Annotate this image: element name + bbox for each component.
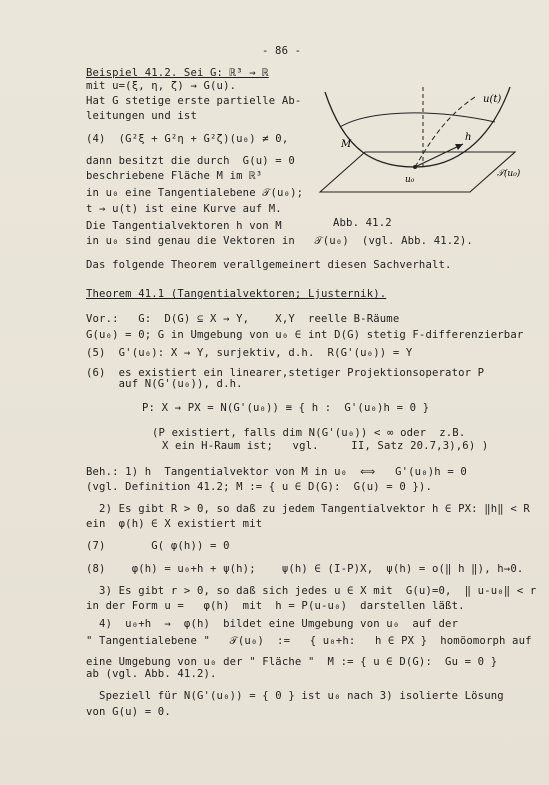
surface-rim [340, 113, 495, 127]
text-line: (5) G'(u₀): X → Y, surjektiv, d.h. R(G'(u₀)) = Y [86, 347, 413, 359]
text-line: mit u=(ξ, η, ζ) → G(u). [86, 80, 237, 92]
page-number: - 86 - [262, 45, 302, 57]
text-line: ab (vgl. Abb. 41.2). [86, 668, 217, 680]
text-line: beschriebene Fläche M im ℝ³ [86, 170, 263, 182]
label-plane: 𝒯(u₀) [497, 169, 521, 179]
text-line: (P existiert, falls dim N(G'(u₀)) < ∞ oder z.B. [152, 427, 466, 439]
equation-8: (8) φ(h) = u₀+h + ψ(h); ψ(h) ∈ (I-P)X, ψ(h) = o(‖ h ‖), h→0. [86, 563, 524, 575]
text-line: " Tangentialebene " 𝒯(u₀) := { u₀+h: h ∈ PX } homöomorph auf [86, 635, 532, 647]
point-u0 [413, 165, 417, 169]
theorem-heading: Theorem 41.1 (Tangentialvektoren; Ljusternik). [86, 288, 387, 300]
text-line: eine Umgebung von u₀ der " Fläche " M := { u ∈ D(G): Gu = 0 } [86, 656, 498, 668]
label-h: h [465, 132, 472, 143]
text-line: t → u(t) ist eine Kurve auf M. [86, 203, 282, 215]
text-line: 3) Es gibt r > 0, so daß sich jedes u ∈ X mit G(u)=0, ‖ u-u₀‖ < r [86, 585, 537, 597]
equation-4: (4) (G²ξ + G²η + G²ζ)(u₀) ≠ 0, [86, 133, 289, 145]
text-line: G(u₀) = 0; G in Umgebung von u₀ ∈ int D(G) stetig F-differenzierbar [86, 329, 524, 341]
example-heading: Beispiel 41.2. Sei G: ℝ³ → ℝ [86, 67, 269, 79]
text-line: in der Form u = φ(h) mit h = P(u-u₀) darstellen läßt. [86, 600, 465, 612]
text-line: 4) u₀+h → φ(h) bildet eine Umgebung von u₀ auf der [86, 618, 459, 630]
text-line: ein φ(h) ∈ X existiert mit [86, 518, 263, 530]
text-line: Beh.: 1) h Tangentialvektor von M in u₀ ⟺ G'(u₀)h = 0 [86, 466, 467, 478]
equation-7: (7) G( φ(h)) = 0 [86, 540, 230, 552]
equation-projection: P: X → PX = N(G'(u₀)) ≡ { h : G'(u₀)h = 0 } [142, 402, 430, 414]
text-line: 2) Es gibt R > 0, so daß zu jedem Tangentialvektor h ∈ PX: ‖h‖ < R [86, 503, 530, 515]
text-line: Die Tangentialvektoren h von M [86, 220, 282, 232]
text-line: Hat G stetige erste partielle Ab- [86, 95, 302, 107]
text-line: Vor.: G: D(G) ⊆ X → Y, X,Y reelle B-Räume [86, 313, 400, 325]
text-line: dann besitzt die durch G(u) = 0 [86, 155, 295, 167]
tangent-plane [320, 152, 515, 192]
text-line: (vgl. Definition 41.2; M := { u ∈ D(G): G(u) = 0 }). [86, 481, 432, 493]
text-line: auf N(G'(u₀)), d.h. [86, 378, 243, 390]
text-line: (6) es existiert ein linearer,stetiger Projektionsoperator P [86, 367, 485, 379]
label-u0: u₀ [405, 175, 415, 185]
text-line: Speziell für N(G'(u₀)) = { 0 } ist u₀ nach 3) isolierte Lösung [86, 690, 504, 702]
text-line: von G(u) = 0. [86, 706, 171, 718]
text-line: leitungen und ist [86, 110, 197, 122]
text-line: Das folgende Theorem verallgemeinert diesen Sachverhalt. [86, 259, 452, 271]
text-line: X ein H-Raum ist; vgl. II, Satz 20.7,3),6) ) [162, 440, 489, 452]
text-line: in u₀ sind genau die Vektoren in 𝒯(u₀) (vgl. Abb. 41.2). [86, 235, 473, 247]
label-M: M [341, 139, 352, 150]
figure-caption: Abb. 41.2 [333, 217, 392, 229]
label-ut: u(t) [483, 94, 502, 105]
text-line: in u₀ eine Tangentialebene 𝒯(u₀); [86, 187, 304, 199]
